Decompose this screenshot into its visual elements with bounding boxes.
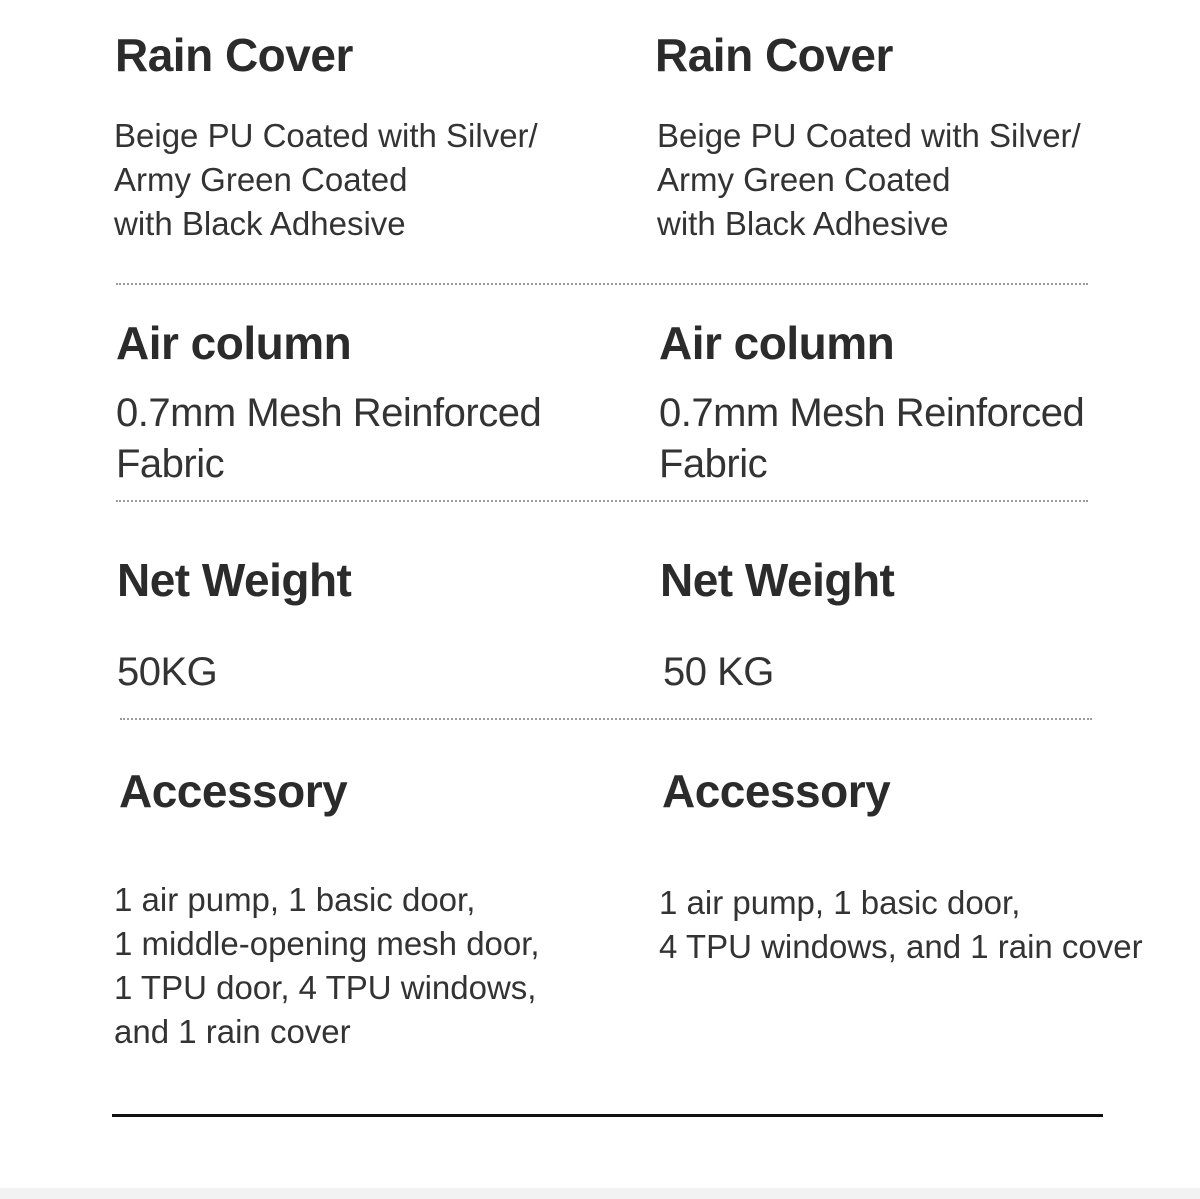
left-net-weight-heading: Net Weight bbox=[117, 554, 352, 606]
divider-rain-cover bbox=[116, 283, 1088, 285]
bottom-rule bbox=[112, 1114, 1103, 1117]
right-accessory-text: 1 air pump, 1 basic door, 4 TPU windows, and 1 rain cover bbox=[659, 884, 1143, 965]
right-rain-cover-heading: Rain Cover bbox=[655, 29, 893, 81]
right-net-weight-text: 50 KG bbox=[663, 650, 774, 694]
footer-band bbox=[0, 1188, 1200, 1199]
right-air-column-heading: Air column bbox=[659, 317, 895, 369]
left-rain-cover-text: Beige PU Coated with Silver/ Army Green Coated with Black Adhesive bbox=[114, 117, 538, 242]
right-rain-cover-text: Beige PU Coated with Silver/ Army Green Coated with Black Adhesive bbox=[657, 117, 1081, 242]
left-rain-cover-heading: Rain Cover bbox=[115, 29, 353, 81]
left-accessory-heading: Accessory bbox=[119, 765, 348, 817]
left-net-weight-text: 50KG bbox=[117, 650, 218, 694]
right-net-weight-heading: Net Weight bbox=[660, 554, 895, 606]
left-accessory-text: 1 air pump, 1 basic door, 1 middle-opening mesh door, 1 TPU door, 4 TPU windows, and 1 rain cover bbox=[114, 881, 540, 1050]
divider-net-weight bbox=[120, 718, 1092, 720]
right-air-column-text: 0.7mm Mesh Reinforced Fabric bbox=[659, 391, 1085, 486]
left-air-column-text: 0.7mm Mesh Reinforced Fabric bbox=[116, 391, 542, 486]
divider-air-column bbox=[116, 500, 1088, 502]
right-accessory-heading: Accessory bbox=[662, 765, 891, 817]
left-air-column-heading: Air column bbox=[116, 317, 352, 369]
